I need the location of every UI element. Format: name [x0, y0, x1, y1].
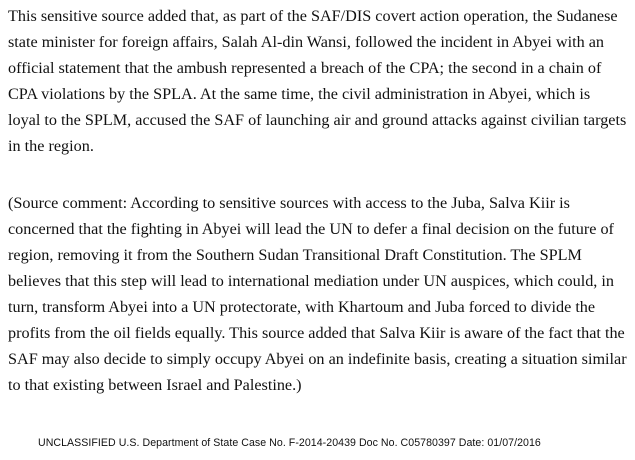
paragraph-line: CPA violations by the SPLA. At the same time, the civil administration in Abyei, which is [8, 85, 591, 103]
paragraph-line: loyal to the SPLM, accused the SAF of launching air and ground attacks against civilian targets [8, 111, 627, 129]
paragraph-line: region, removing it from the Southern Sudan Transitional Draft Constitution. The SPLM [8, 246, 582, 264]
paragraph-line: (Source comment: According to sensitive sources with access to the Juba, Salva Kiir is [8, 194, 570, 212]
paragraph-line: believes that this step will lead to international mediation under UN auspices, which could, in [8, 272, 614, 290]
paragraph-line: official statement that the ambush represented a breach of the CPA; the second in a chain of [8, 59, 602, 77]
paragraph-line: state minister for foreign affairs, Salah Al-din Wansi, followed the incident in Abyei with an [8, 33, 605, 51]
paragraph-line: profits from the oil fields equally. This source added that Salva Kiir is aware of the fact that the [8, 324, 625, 342]
paragraph-line: turn, transform Abyei into a UN protectorate, with Khartoum and Juba forced to divide the [8, 298, 596, 316]
paragraph-line: to that existing between Israel and Palestine.) [8, 376, 302, 394]
classification-footer: UNCLASSIFIED U.S. Department of State Case No. F-2014-20439 Doc No. C05780397 Date: 01/07/2016 [38, 437, 541, 449]
paragraph-line: concerned that the fighting in Abyei will lead the UN to defer a final decision on the future of [8, 220, 614, 238]
paragraph-line: SAF may also decide to simply occupy Abyei on an indefinite basis, creating a situation similar [8, 350, 627, 368]
paragraph-line: in the region. [8, 137, 94, 155]
paragraph-line: This sensitive source added that, as part of the SAF/DIS covert action operation, the Sudanese [8, 7, 618, 25]
